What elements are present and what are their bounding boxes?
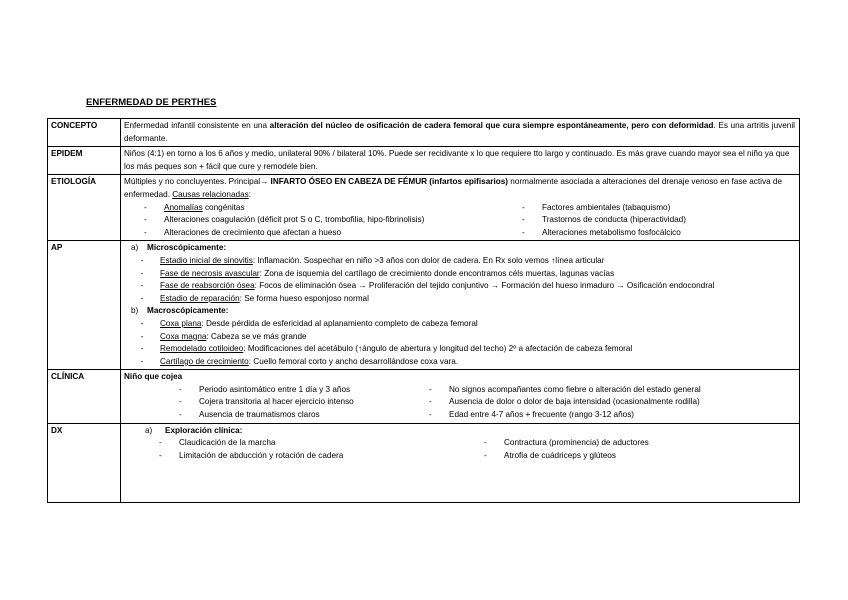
etiologia-intro: Múltiples y no concluyentes. Principal→ INFARTO ÓSEO EN CABEZA DE FÉMUR (infartos epifisarios) normalmente asociada a alteraciones del drenaje venoso en fase activa de enfermedad. Causas relacionadas:: [124, 177, 783, 199]
etiologia-causes-row-2: - Alteraciones coagulación (déficit prot S o C, trombofilia, hipo-fibrinolisis) - Trastornos de conducta (hiperactividad): [144, 215, 686, 225]
epidem-text: Niños (4:1) en torno a los 6 años y medio, unilateral 90% / bilateral 10%. Puede ser recidivante x lo que requiere tto largo y continuado. Es más grave cuando mayor sea el niño ya que los más peques son + fácil que cure y remodele bien.: [121, 147, 800, 175]
ap-macro-item: - Cartílago de crecimiento: Cuello femoral corto y ancho desarrollándose coxa vara.: [140, 356, 459, 366]
ap-macro-item: - Remodelado cotiloideo: Modificaciones del acetábulo (↑ángulo de abertura y longitud del techo) 2º a afectación de cabeza femoral: [140, 344, 633, 354]
etiologia-cell: [121, 175, 800, 241]
row-etiologia: [48, 175, 800, 241]
ap-cell: [121, 241, 800, 370]
ap-micro-heading: a) Microscópicamente:: [131, 243, 227, 253]
etiologia-causes-row-1: - Anomalías congénitas - Factores ambientales (tabaquismo): [144, 202, 671, 212]
ap-macro-item: - Coxa magna: Cabeza se ve más grande: [140, 331, 307, 341]
ap-micro-item: - Estadio inicial de sinovitis: Inflamación. Sospechar en niño >3 años con dolor de cadera. En Rx solo vemos ↑línea articular: [140, 255, 605, 265]
ap-micro-item: - Estadio de reparación: Se forma hueso esponjoso normal: [140, 293, 369, 303]
ap-macro-item: - Coxa plana: Desde pérdida de esfericidad al aplanamiento completo de cabeza femoral: [140, 318, 478, 328]
clinica-row-1: - Periodo asintomático entre 1 día y 3 años - No signos acompañantes como fiebre o alteración del estado general: [179, 384, 701, 394]
label-etiologia: ETIOLOGÍA: [48, 175, 121, 241]
document-title: ENFERMEDAD DE PERTHES: [86, 97, 217, 108]
ap-micro-item: - Fase de reabsorción ósea: Focos de eliminación ósea → Proliferación del tejido conjuntivo → Formación del hueso inmaduro → Osificación endocondral: [140, 281, 715, 291]
row-clinica: [48, 370, 800, 423]
dx-row-2: - Limitación de abducción y rotación de cadera - Atrofia de cuádriceps y glúteos: [159, 450, 616, 460]
clinica-row-3: - Ausencia de traumatismos claros - Edad entre 4-7 años + frecuente (rango 3-12 años): [179, 410, 635, 420]
clinica-heading: Niño que cojea: [124, 372, 183, 382]
label-dx: DX: [48, 423, 121, 502]
dx-heading: a) Exploración clínica:: [145, 425, 243, 435]
row-concepto: [48, 119, 800, 147]
label-ap: AP: [48, 241, 121, 370]
label-epidem: EPIDEM: [48, 147, 121, 175]
ap-macro-heading: b) Macroscópicamente:: [131, 306, 229, 316]
row-ap: [48, 241, 800, 370]
label-concepto: CONCEPTO: [48, 119, 121, 147]
clinica-row-2: - Cojera transitoria al hacer ejercicio intenso - Ausencia de dolor o dolor de baja intensidad (ocasionalmente rodilla): [179, 397, 700, 407]
concepto-text: Enfermedad infantil consistente en una alteración del núcleo de osificación de cadera femoral que cura siempre espontáneamente, pero con deformidad. Es una artritis juvenil deformante.: [121, 119, 800, 147]
ap-micro-item: - Fase de necrosis avascular: Zona de isquemia del cartílago de crecimiento donde encontramos céls muertas, lagunas vacías: [140, 268, 615, 278]
dx-cell: [121, 423, 800, 502]
clinica-cell: [121, 370, 800, 423]
perthes-table: [47, 118, 800, 503]
dx-row-1: - Claudicación de la marcha - Contractura (prominencia) de aductores: [159, 438, 649, 448]
row-dx: [48, 423, 800, 502]
etiologia-causes-row-3: - Alteraciones de crecimiento que afectan a hueso - Alteraciones metabolismo fosfocálcico: [144, 227, 681, 237]
row-epidem: [48, 147, 800, 175]
label-clinica: CLÍNICA: [48, 370, 121, 423]
